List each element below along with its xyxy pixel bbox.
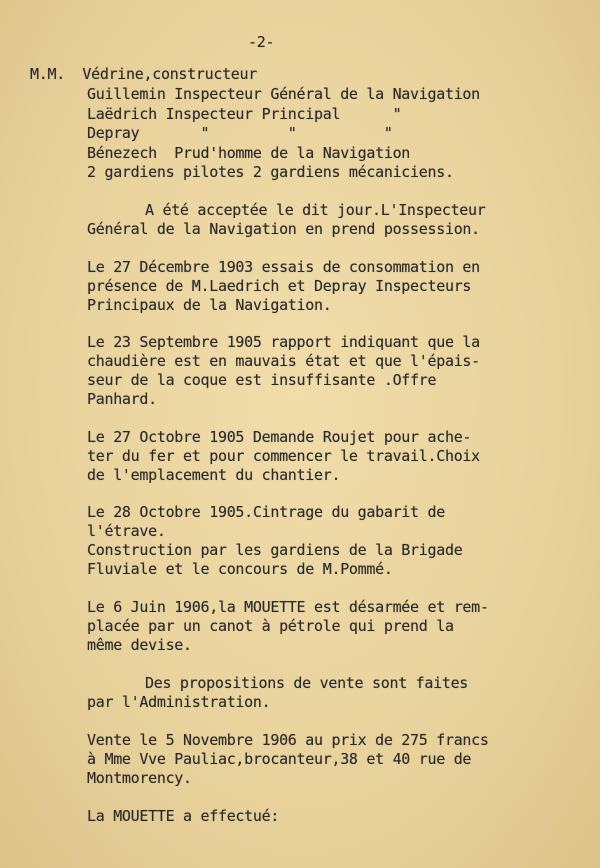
- text-line: Montmorency.: [87, 769, 192, 787]
- text-line: Des propositions de vente sont faites: [145, 674, 469, 692]
- text-line: placée par un canot à pétrole qui prend la: [87, 617, 454, 635]
- text-line: par l'Administration.: [87, 693, 271, 711]
- text-line: Le 28 Octobre 1905.Cintrage du gabarit de: [87, 503, 445, 521]
- text-line: Fluviale et le concours de M.Pommé.: [87, 560, 393, 578]
- text-line: ter du fer et pour commencer le travail.Choix: [87, 447, 480, 465]
- text-line: à Mme Vve Pauliac,brocanteur,38 et 40 rue de: [87, 750, 472, 768]
- text-line: Général de la Navigation en prend possession.: [87, 220, 480, 238]
- text-line: Laëdrich Inspecteur Principal ": [87, 105, 402, 123]
- text-line: chaudière est en mauvais état et que l'épais-: [87, 352, 480, 370]
- text-line: Le 27 Octobre 1905 Demande Roujet pour ache-: [87, 428, 472, 446]
- text-line: A été acceptée le dit jour.L'Inspecteur: [145, 201, 486, 219]
- text-line: M.M. Védrine,constructeur: [30, 65, 258, 83]
- text-line: présence de M.Laedrich et Depray Inspecteurs: [87, 277, 472, 295]
- text-line: Bénezech Prud'homme de la Navigation: [87, 144, 411, 162]
- text-line: Guillemin Inspecteur Général de la Navigation: [87, 85, 480, 103]
- text-line: Depray " " ": [87, 124, 393, 142]
- text-line: de l'emplacement du chantier.: [87, 466, 341, 484]
- page-number: -2-: [248, 33, 275, 51]
- text-line: Panhard.: [87, 390, 157, 408]
- text-line: Construction par les gardiens de la Brigade: [87, 541, 463, 559]
- text-line: Vente le 5 Novembre 1906 au prix de 275 francs: [87, 731, 489, 749]
- text-line: 2 gardiens pilotes 2 gardiens mécaniciens.: [87, 163, 454, 181]
- text-line: Principaux de la Navigation.: [87, 296, 332, 314]
- text-line: seur de la coque est insuffisante .Offre: [87, 371, 437, 389]
- text-line: l'étrave.: [87, 522, 166, 540]
- text-line: même devise.: [87, 636, 192, 654]
- text-line: Le 27 Décembre 1903 essais de consommation en: [87, 258, 480, 276]
- text-line: Le 6 Juin 1906,la MOUETTE est désarmée et rem-: [87, 598, 489, 616]
- text-line: La MOUETTE a effectué:: [87, 807, 280, 825]
- text-line: Le 23 Septembre 1905 rapport indiquant que la: [87, 333, 480, 351]
